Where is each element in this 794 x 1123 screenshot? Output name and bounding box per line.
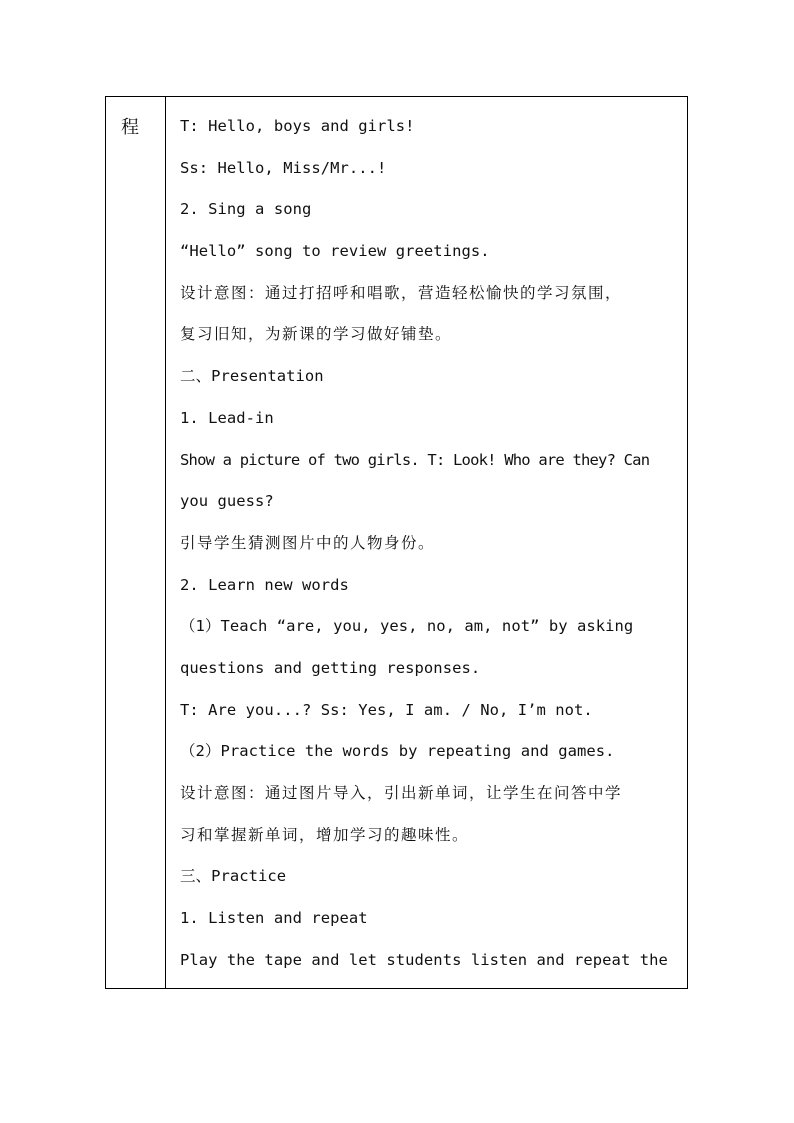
- text-line: （2）Practice the words by repeating and games.: [180, 742, 615, 761]
- section-label: 程: [121, 117, 139, 138]
- lesson-content-cell: [166, 97, 687, 988]
- text-line: 2. Learn new words: [180, 575, 349, 594]
- text-line: T: Hello, boys and girls!: [180, 117, 415, 135]
- text-line: 1. Listen and repeat: [180, 909, 368, 928]
- text-line: Play the tape and let students listen and repeat the: [180, 950, 668, 969]
- design-intent-line: 习和掌握新单词，增加学习的趣味性。: [180, 825, 470, 844]
- text-line: Ss: Hello, Miss/Mr...!: [180, 158, 387, 177]
- lesson-plan-table: [105, 96, 688, 989]
- text-line: （1）Teach “are, you, yes, no, am, not” by asking: [180, 617, 634, 636]
- section-label-cell: [106, 97, 166, 988]
- text-line: Show a picture of two girls. T: Look! Who are they? Can: [180, 450, 650, 469]
- text-line: questions and getting responses.: [180, 658, 481, 677]
- text-line: 引导学生猜测图片中的人物身份。: [180, 533, 436, 552]
- text-line: “Hello” song to review greetings.: [180, 242, 490, 261]
- section-heading: 三、Practice: [180, 867, 287, 886]
- design-intent-line: 复习旧知，为新课的学习做好铺垫。: [180, 325, 453, 344]
- text-line: 1. Lead-in: [180, 408, 274, 427]
- text-line: 2. Sing a song: [180, 200, 312, 219]
- section-heading: 二、Presentation: [180, 367, 324, 386]
- design-intent-line: 设计意图：通过打招呼和唱歌，营造轻松愉快的学习氛围，: [180, 283, 623, 302]
- lesson-content: [180, 115, 680, 988]
- text-line: T: Are you...? Ss: Yes, I am. / No, I’m not.: [180, 700, 593, 719]
- design-intent-line: 设计意图：通过图片导入，引出新单词，让学生在问答中学: [180, 784, 623, 802]
- text-line: you guess?: [180, 492, 274, 511]
